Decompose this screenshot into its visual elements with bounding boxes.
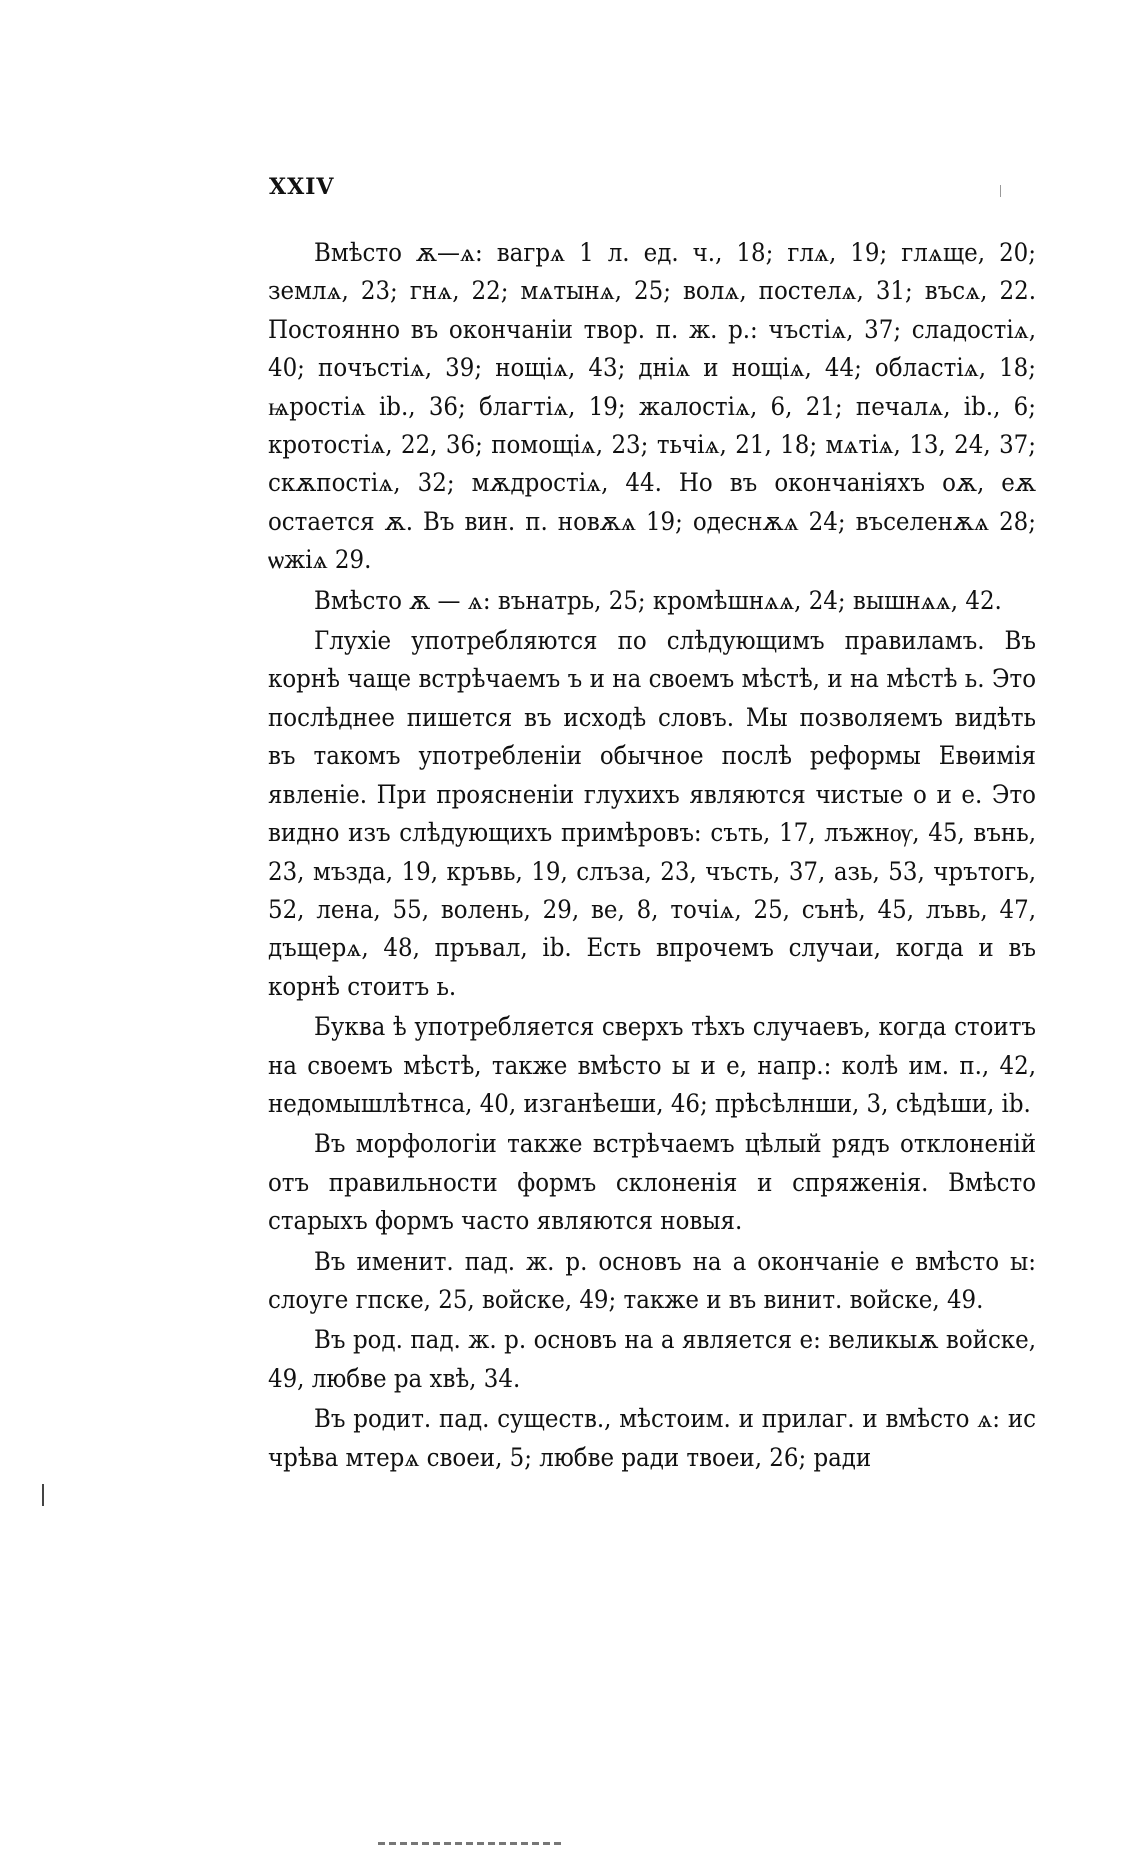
paragraph-yus-replacement: Вмѣсто ѫ—ѧ: вагрѧ 1 л. ед. ч., 18; глѧ, 19; глѧще, 20; землѧ, 23; гнѧ, 22; мѧтынѧ, 25; волѧ, постелѧ, 31; въсѧ, 22. Постоянно въ окончаніи твор. п. ж. р.: чъстіѧ, 37; сладостіѧ, 40; почъстіѧ, 39; нощіѧ, 43; дніѧ и нощіѧ, 44; областіѧ, 18; ѩростіѧ ib., 36; благтіѧ, 19; жалостіѧ, 6, 21; печалѧ, ib., 6; кротостіѧ, 22, 36; помощіѧ, 23; тьчіѧ, 21, 18; мѧтіѧ, 13, 24, 37; скѫпостіѧ, 32; мѫдростіѧ, 44. Но въ окончаніяхъ оѫ, еѫ остается ѫ. Въ вин. п. новѫѧ 19; одеснѫѧ 24; въселенѫѧ 28; ѡжіѧ 29. [268, 238, 1036, 576]
paragraph-yus-big: Вмѣсто ѫ — ѧ: вънатрь, 25; кромѣшнѧѧ, 24; вышнѧѧ, 42. [314, 585, 1002, 616]
body-text [268, 234, 1036, 1479]
left-margin-mark [42, 1484, 44, 1506]
paragraph-nominative: Въ именит. пад. ж. р. основъ на а окончаніе е вмѣсто ы: слоуге гпске, 25, войске, 49; также и въ винит. войске, 49. [268, 1246, 1036, 1315]
paragraph-yat: Буква ѣ употребляется сверхъ тѣхъ случаевъ, когда стоитъ на своемъ мѣстѣ, также вмѣсто ы и е, напр.: колѣ им. п., 42, недомышлѣтнса, 40, изганѣеши, 46; прѣсѣлнши, 3, сѣдѣши, ib. [268, 1012, 1036, 1119]
paragraph-genitive-pronoun: Въ родит. пад. существ., мѣстоим. и прилаг. и вмѣсто ѧ: ис чрѣва мтерѧ своеи, 5; любве ради твоеи, 26; ради [268, 1404, 1036, 1473]
paragraph-genitive: Въ род. пад. ж. р. основъ на а является е: великыѫ войске, 49, любве ра хвѣ, 34. [268, 1325, 1036, 1394]
margin-tick-mark [1000, 185, 1001, 197]
paragraph-morphology: Въ морфологіи также встрѣчаемъ цѣлый рядъ отклоненій отъ правильности формъ склоненія и спряженія. Вмѣсто старыхъ формъ часто являются новыя. [268, 1129, 1036, 1237]
page-number: XXIV [269, 174, 335, 200]
bottom-scan-rule [378, 1842, 564, 1845]
paragraph-yers: Глухіе употребляются по слѣдующимъ правиламъ. Въ корнѣ чаще встрѣчаемъ ъ и на своемъ мѣстѣ, и на мѣстѣ ь. Это послѣднее пишется въ исходѣ словъ. Мы позволяемъ видѣть въ такомъ употребленіи обычное послѣ реформы Евѳимія явленіе. При проясненіи глухихъ являются чистые о и е. Это видно изъ слѣдующихъ примѣровъ: съть, 17, лъжнѹ, 45, вънь, 23, мъзда, 19, кръвь, 19, слъза, 23, чъсть, 37, азь, 53, чрътогь, 52, лена, 55, волень, 29, ве, 8, точіѧ, 25, сънѣ, 45, лъвь, 47, дъщерѧ, 48, пръвал, ib. Есть впрочемъ случаи, когда и въ корнѣ стоитъ ь. [268, 626, 1036, 1002]
